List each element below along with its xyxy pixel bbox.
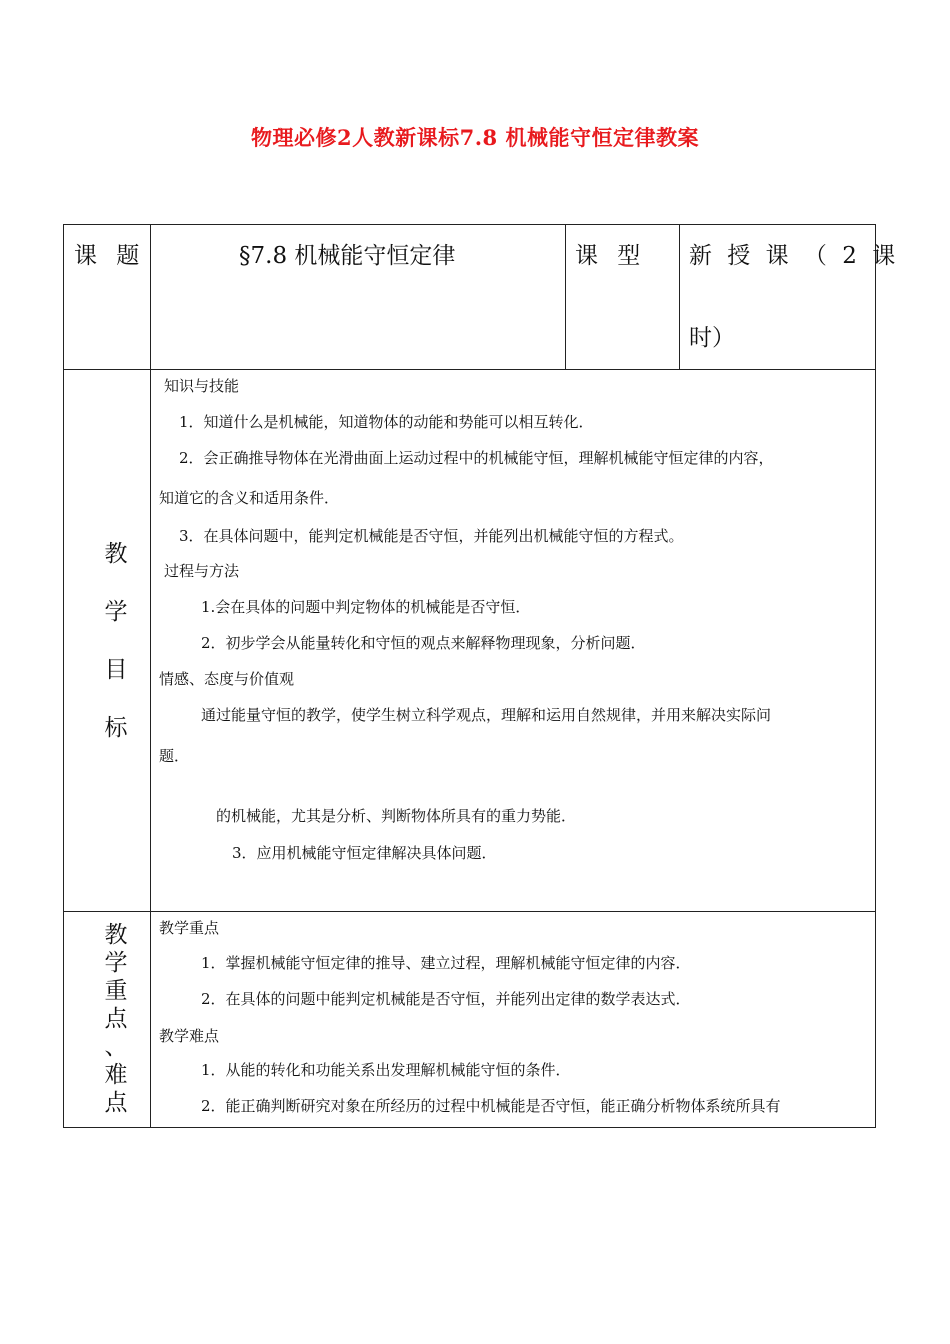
col-divider	[150, 225, 151, 1127]
row-label-char: 学	[104, 599, 128, 625]
row-label-char: 点	[104, 1006, 128, 1032]
row-label-char: 教	[104, 541, 128, 567]
objective-line: 知道它的含义和适用条件．	[159, 489, 340, 507]
objective-line: 题．	[159, 747, 190, 765]
col-divider	[565, 225, 566, 369]
row-label-char: 、	[104, 1034, 128, 1060]
row-label-char: 重	[104, 978, 128, 1004]
objective-line: 1．知道什么是机械能，知道物体的动能和势能可以相互转化．	[179, 413, 594, 431]
keypoint-line: 2．在具体的问题中能判定机械能是否守恒，并能列出定律的数学表达式．	[201, 990, 691, 1008]
row-label-char: 目	[104, 657, 128, 683]
keypoint-line: 1．从能的转化和功能关系出发理解机械能守恒的条件．	[201, 1061, 571, 1079]
section-heading-knowledge: 知识与技能	[164, 377, 240, 395]
col-divider	[679, 225, 680, 369]
row-label-char: 学	[104, 950, 128, 976]
row-label-char: 点	[104, 1090, 128, 1116]
keypoint-line: 1．掌握机械能守恒定律的推导、建立过程，理解机械能守恒定律的内容．	[201, 954, 691, 972]
type-label: 课 型	[575, 243, 647, 269]
objectives-row-label	[96, 525, 136, 757]
row-label-char: 标	[104, 715, 128, 741]
section-heading-key: 教学重点	[159, 919, 220, 937]
lesson-plan-table	[63, 224, 900, 1128]
row-divider	[64, 369, 875, 370]
section-heading-process: 过程与方法	[164, 562, 240, 580]
objective-line: 2．会正确推导物体在光滑曲面上运动过程中的机械能守恒，理解机械能守恒定律的内容，	[179, 449, 774, 467]
objective-line: 3．应用机械能守恒定律解决具体问题．	[232, 844, 497, 862]
objective-line: 1.会在具体的问题中判定物体的机械能是否守恒．	[201, 598, 531, 616]
document-title: 物理必修2人教新课标7.8 机械能守恒定律教案	[251, 125, 699, 150]
objective-line: 3．在具体问题中，能判定机械能是否守恒，并能列出机械能守恒的方程式。	[179, 527, 684, 545]
section-heading-difficulty: 教学难点	[159, 1027, 220, 1045]
objective-line: 的机械能，尤其是分析、判断物体所具有的重力势能．	[216, 807, 577, 825]
objective-line: 2．初步学会从能量转化和守恒的观点来解释物理现象，分析问题．	[201, 634, 646, 652]
topic-value: §7.8 机械能守恒定律	[239, 243, 456, 269]
type-value-line2: 时）	[689, 325, 735, 351]
row-label-char: 难	[104, 1062, 128, 1088]
objective-line: 通过能量守恒的教学，使学生树立科学观点，理解和运用自然规律，并用来解决实际问	[201, 706, 772, 724]
section-heading-attitude: 情感、态度与价值观	[159, 670, 295, 688]
row-label-char: 教	[104, 922, 128, 948]
topic-label: 课 题	[74, 243, 146, 269]
keypoint-line: 2．能正确判断研究对象在所经历的过程中机械能是否守恒，能正确分析物体系统所具有	[201, 1097, 781, 1115]
keypoints-row-label	[96, 921, 136, 1117]
row-divider	[64, 911, 875, 912]
type-value-line1: 新 授 课 （ 2 课	[689, 243, 900, 269]
